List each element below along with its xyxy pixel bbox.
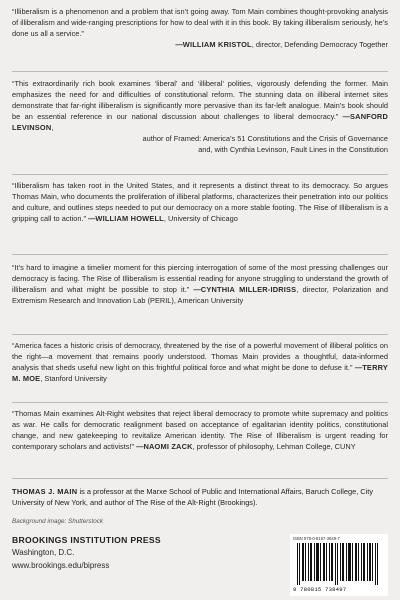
barcode-digits: 9 780815 738497 [293, 586, 347, 593]
publisher-name: BROOKINGS INSTITUTION PRESS [12, 535, 161, 545]
background-credit: Background image: Shutterstock [12, 518, 104, 525]
blurb-author-affiliation-2: and, with Cynthia Levinson, Fault Lines in the Constitution [198, 145, 388, 154]
blurb-kristol [12, 6, 388, 50]
divider [12, 478, 388, 479]
blurb-author-affiliation: , University of Chicago [163, 214, 238, 223]
blurb-author-name: WILLIAM HOWELL [95, 214, 164, 223]
blurb-text: “It’s hard to imagine a timelier moment for this piercing interrogation of some of the most pressing challenges our democracy is facing. The Rise of Illiberalism is essential reading for anyone struggling to understand the growth of illiberalism and what might be possible to stop it.” [12, 263, 388, 294]
blurb-author-name: SANFORD LEVINSON [12, 112, 388, 132]
blurb-text: “Illiberalism has taken root in the United States, and it represents a distinct threat to its democracy. So argues Thomas Main, who documents the proliferation of illiberal platforms, characterizes their penetration into our politics and culture, and outlines steps needed to put our democracy on a more stable footing. The Rise of Illiberalism is a gripping call to action.” [12, 181, 388, 223]
blurb-author-affiliation: , Stanford University [40, 374, 107, 383]
author-bio [12, 486, 388, 508]
isbn-text: ISBN 978-0-8157-3849-7 [293, 536, 340, 541]
blurb-author-affiliation: author of Framed: America’s 51 Constitutions and the Crisis of Governance [142, 134, 388, 143]
blurb-text: “America faces a historic crisis of democracy, threatened by the rise of a powerful movement of illiberal politics on the right—a movement that remains poorly understood. Thomas Main provides a thoughtful, data-informed analysis that sheds useful new light on this frightful political force and what might be done to defuse it.” [12, 341, 388, 372]
blurb-author-name: WILLIAM KRISTOL [182, 40, 252, 49]
divider [12, 334, 388, 335]
blurb-levinson: “This extraordinarily rich book examines ‘liberal’ and ‘illiberal’ polities, vigorously defending the former. Main emphasizes the need for and difficulties of constitutional reform. The stunning data on illiberal internet sites demonstrate that far-right illiberalism is significantly more pervasive than its far-left analogue. Main’s book should be an essential reference in our national discussion about challenges to liberal democracy.” —SANFORD LEVINSON, author of Framed: America’s 51 Constitutions and the Crisis of Governance and, with Cynthia Levinson, Fault Lines in the Constitution [12, 79, 388, 154]
blurb-author-name: NAOMI ZACK [143, 442, 193, 451]
barcode [290, 534, 388, 596]
author-bio-text: is a professor at the Marxe School of Public and International Affairs, Baruch College, City University of New York, and author of The Rise of the Alt-Right (Brookings). [12, 487, 374, 507]
publisher-url: www.brookings.edu/bipress [12, 561, 110, 570]
blurb-howell: “Illiberalism has taken root in the United States, and it represents a distinct threat to its democracy. So argues Thomas Main, who documents the proliferation of illiberal platforms, characterizes their penetration into our politics and culture, and outlines steps needed to put our democracy on a more stable footing. The Rise of Illiberalism is a gripping call to action.” —WILLIAM HOWELL, University of Chicago [12, 181, 388, 223]
blurb-author-affiliation: , professor of philosophy, Lehman College, CUNY [192, 442, 356, 451]
blurb-text: “Thomas Main examines Alt-Right websites that reject liberal democracy to promote white supremacy and politics as war. He calls for democratic realignment based on acceptance of egalitarian identity politics, constitutional change, and new gatekeeping to revitalize American identity. The Rise of Illiberalism is urgent reading for contemporary scholars and activists!” [12, 409, 388, 451]
blurb-author-affiliation: , director, Defending Democracy Together [251, 40, 388, 49]
blurb-attribution: —WILLIAM KRISTOL, director, Defending Democracy Together [175, 40, 388, 49]
divider [12, 402, 388, 403]
publisher-block [12, 534, 232, 572]
blurb-miller-idriss: “It’s hard to imagine a timelier moment for this piercing interrogation of some of the most pressing challenges our democracy is facing. The Rise of Illiberalism is essential reading for anyone struggling to understand the growth of illiberalism and what might be possible to stop it.” —CYNTHIA MILLER-IDRISS, director, Polarization and Extremism Research and Innovation Lab (PERIL), American University [12, 263, 389, 305]
blurb-text: “Illiberalism is a phenomenon and a problem that isn’t going away. Tom Main combines thought-provoking analysis of illiberalism and wide-ranging prescriptions for how to deal with it in this book. By taking illiberalism seriously, he’s done us all a service.” [12, 7, 388, 38]
blurb-moe: “America faces a historic crisis of democracy, threatened by the rise of a powerful movement of illiberal politics on the right—a movement that remains poorly understood. Thomas Main provides a thoughtful, data-informed analysis that sheds useful new light on this frightful political force and what might be done to defuse it.” —TERRY M. MOE, Stanford University [12, 341, 388, 383]
blurb-author-name: CYNTHIA MILLER-IDRISS [200, 285, 297, 294]
publisher-city: Washington, D.C. [12, 548, 75, 557]
blurb-text: “This extraordinarily rich book examines ‘liberal’ and ‘illiberal’ polities, vigorously defending the former. Main emphasizes the need for and difficulties of constitutional reform. The stunning data on illiberal internet sites demonstrate that far-right illiberalism is significantly more pervasive than its far-left analogue. Main’s book should be an essential reference in our national discussion about challenges to liberal democracy.” [12, 79, 388, 121]
blurb-author-affiliation: , director, Polarization and Extremism Research and Innovation Lab (PERIL), American University [12, 285, 389, 305]
blurb-author-name: TERRY M. MOE [12, 363, 388, 383]
barcode-bars-icon [293, 543, 385, 585]
divider [12, 254, 388, 255]
blurb-zack: “Thomas Main examines Alt-Right websites that reject liberal democracy to promote white supremacy and politics as war. He calls for democratic realignment based on acceptance of egalitarian identity politics, constitutional change, and new gatekeeping to revitalize American identity. The Rise of Illiberalism is urgent reading for contemporary scholars and activists!” —NAOMI ZACK, professor of philosophy, Lehman College, CUNY [12, 409, 388, 451]
divider [12, 174, 388, 175]
author-name: THOMAS J. MAIN [12, 487, 78, 496]
divider [12, 71, 388, 72]
